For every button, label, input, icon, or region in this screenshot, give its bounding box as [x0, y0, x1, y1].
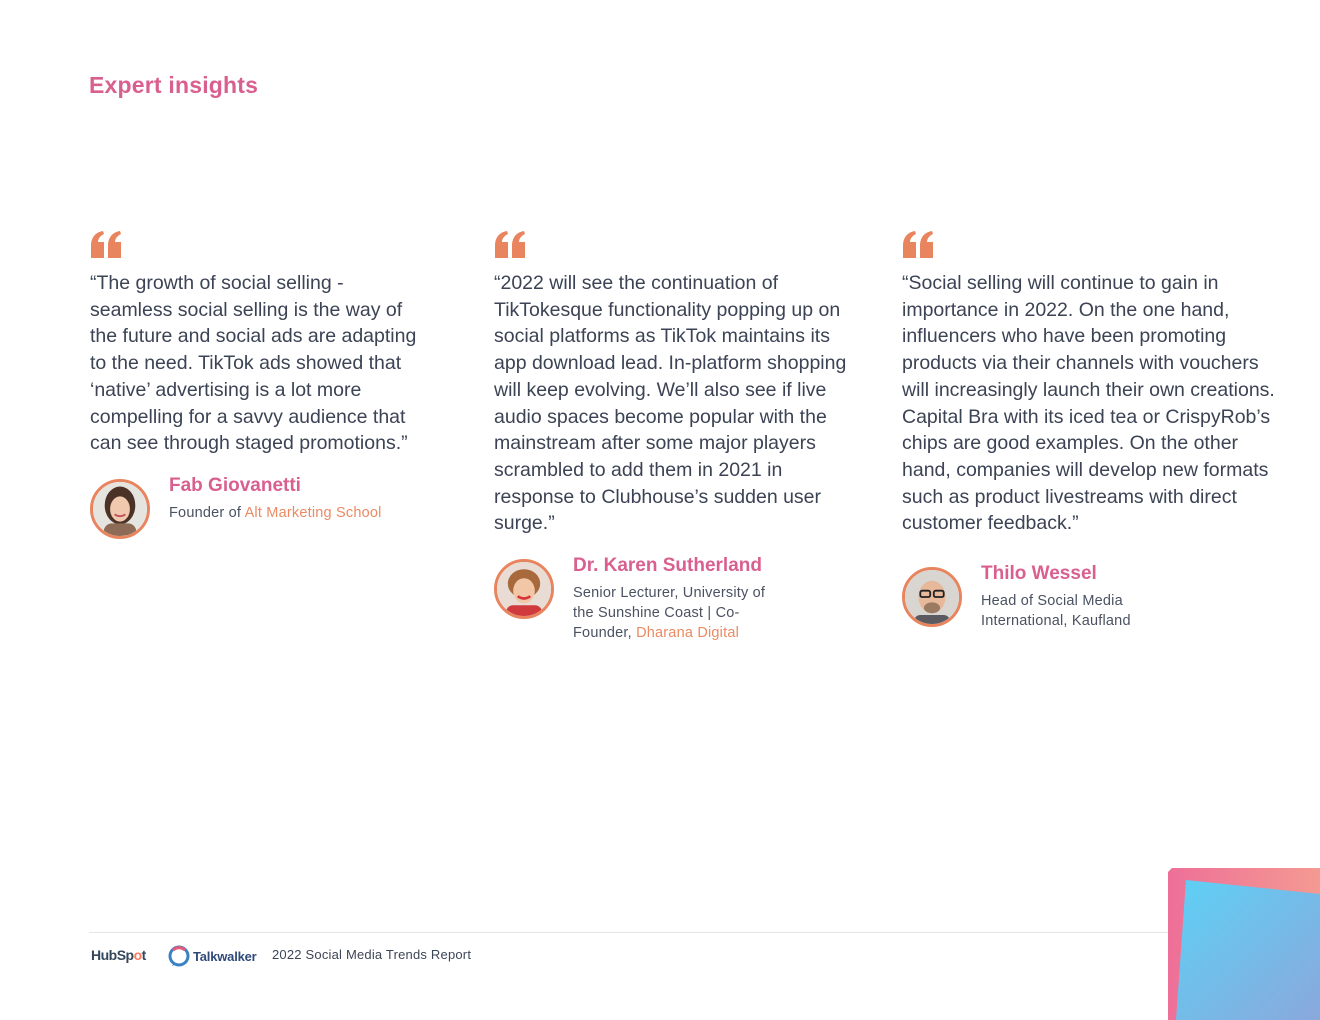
org-link[interactable]: Alt Marketing School	[244, 504, 382, 521]
page-title: Expert insights	[89, 72, 259, 98]
talkwalker-icon	[168, 945, 190, 967]
hubspot-logo-text-o: o	[133, 947, 142, 963]
quote-mark-icon	[90, 230, 123, 260]
author	[90, 474, 430, 539]
author-role-text: Founder of	[169, 504, 245, 521]
author-role-text: Senior Lecturer, University of the Sunshine Coast | Co-Founder,	[573, 585, 766, 642]
hubspot-logo-text-b: t	[141, 947, 146, 963]
quote-text: “The growth of social selling - seamless social selling is the way of the future and social ads are adapting to the need. TikTok ads showed that ‘native’ advertising is a lot more compelling for a savvy audience that can see through staged promotions.”	[90, 272, 417, 455]
corner-decoration	[1168, 868, 1320, 1020]
talkwalker-logo	[168, 945, 257, 967]
author-name: Dr. Karen Sutherland	[573, 555, 762, 577]
avatar	[902, 567, 962, 627]
talkwalker-name: Talkwalker	[193, 948, 257, 964]
footer-divider	[89, 932, 1168, 933]
author-name: Fab Giovanetti	[169, 474, 301, 496]
quote-card	[90, 230, 430, 539]
hubspot-logo-text-a: HubSp	[91, 947, 134, 963]
avatar	[494, 559, 554, 619]
quote-mark-icon	[494, 230, 527, 260]
quote-text: “Social selling will continue to gain in importance in 2022. On the one hand, influencers who have been promoting products via their channels with vouchers will increasingly launch their own creations. Capital Bra with its iced tea or CrispyRob’s chips are good examples. On the other hand, companies will develop new formats such as product livestreams with direct customer feedback.”	[902, 272, 1275, 535]
author	[494, 555, 854, 643]
author-role	[981, 591, 1156, 631]
quote-card	[494, 230, 854, 643]
hubspot-logo	[91, 947, 146, 963]
author-role-text: Head of Social Media International, Kaufland	[981, 593, 1131, 630]
quote-card	[902, 230, 1277, 631]
author-name: Thilo Wessel	[981, 563, 1097, 585]
quote-mark-icon	[902, 230, 935, 260]
avatar	[90, 479, 150, 539]
author-role	[169, 503, 382, 523]
org-link[interactable]: Dharana Digital	[636, 625, 740, 642]
quote-text: “2022 will see the continuation of TikTokesque functionality popping up on social platforms as TikTok maintains its app download lead. In-platform shopping will keep evolving. We’ll also see if live audio spaces become popular with the mainstream after some major players scrambled to add them in 2021 in response to Clubhouse’s sudden user surge.”	[494, 272, 847, 535]
author	[902, 563, 1277, 631]
author-role	[573, 583, 788, 643]
report-title: 2022 Social Media Trends Report	[272, 947, 472, 962]
